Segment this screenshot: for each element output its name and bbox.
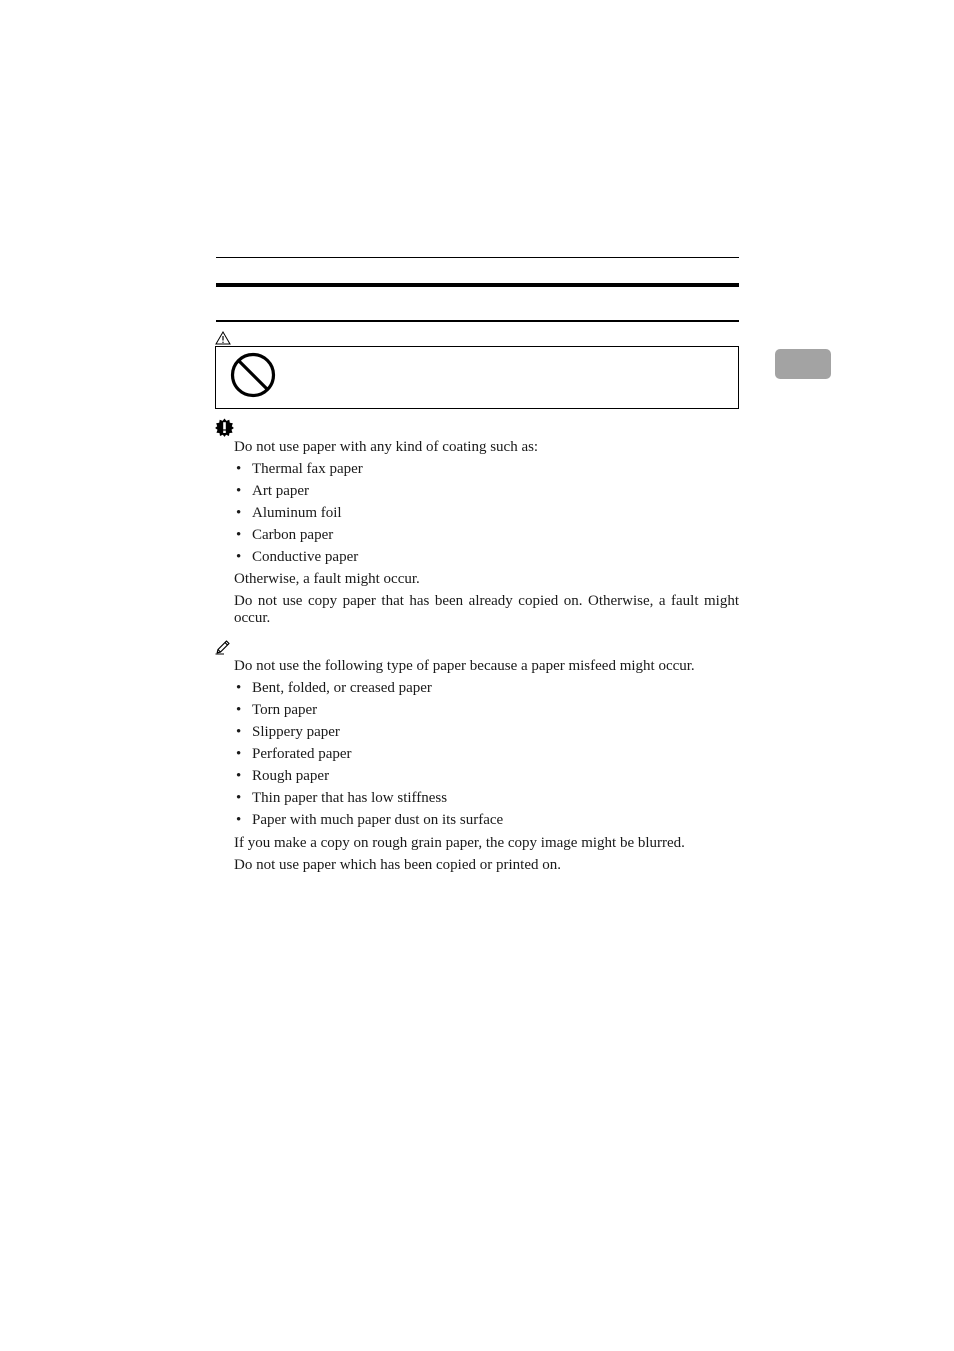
list-item: • Paper with much paper dust on its surface bbox=[234, 812, 739, 834]
list-item: • Slippery paper bbox=[234, 724, 739, 746]
section-rule bbox=[216, 320, 739, 322]
prohibition-icon bbox=[230, 352, 276, 398]
list-item: • Aluminum foil bbox=[234, 505, 739, 527]
caution-box bbox=[215, 346, 739, 409]
chapter-tab bbox=[775, 349, 831, 379]
caution-triangle-icon bbox=[215, 331, 231, 345]
header-rule-thick bbox=[216, 283, 739, 287]
coating-list bbox=[234, 461, 739, 571]
list-item: • Rough paper bbox=[234, 768, 739, 790]
misfeed-list bbox=[234, 680, 739, 834]
list-item: • Carbon paper bbox=[234, 527, 739, 549]
list-item: • Thermal fax paper bbox=[234, 461, 739, 483]
list-item: • Perforated paper bbox=[234, 746, 739, 768]
important-icon bbox=[215, 418, 234, 437]
note-blur: If you make a copy on rough grain paper, the copy image might be blurred. bbox=[234, 835, 685, 851]
important-copied: Do not use copy paper that has been already copied on. Otherwise, a fault might occur. bbox=[234, 593, 739, 626]
list-item: • Bent, folded, or creased paper bbox=[234, 680, 739, 702]
note-printed: Do not use paper which has been copied or printed on. bbox=[234, 857, 561, 873]
header-rule-thin bbox=[216, 257, 739, 258]
list-item: • Conductive paper bbox=[234, 549, 739, 571]
important-intro: Do not use paper with any kind of coating such as: bbox=[234, 439, 539, 455]
list-item: • Thin paper that has low stiffness bbox=[234, 790, 739, 812]
list-item: • Torn paper bbox=[234, 702, 739, 724]
note-intro: Do not use the following type of paper because a paper misfeed might occur. bbox=[234, 658, 695, 674]
important-after: Otherwise, a fault might occur. bbox=[234, 571, 420, 587]
pencil-note-icon bbox=[215, 638, 232, 655]
list-item: • Art paper bbox=[234, 483, 739, 505]
